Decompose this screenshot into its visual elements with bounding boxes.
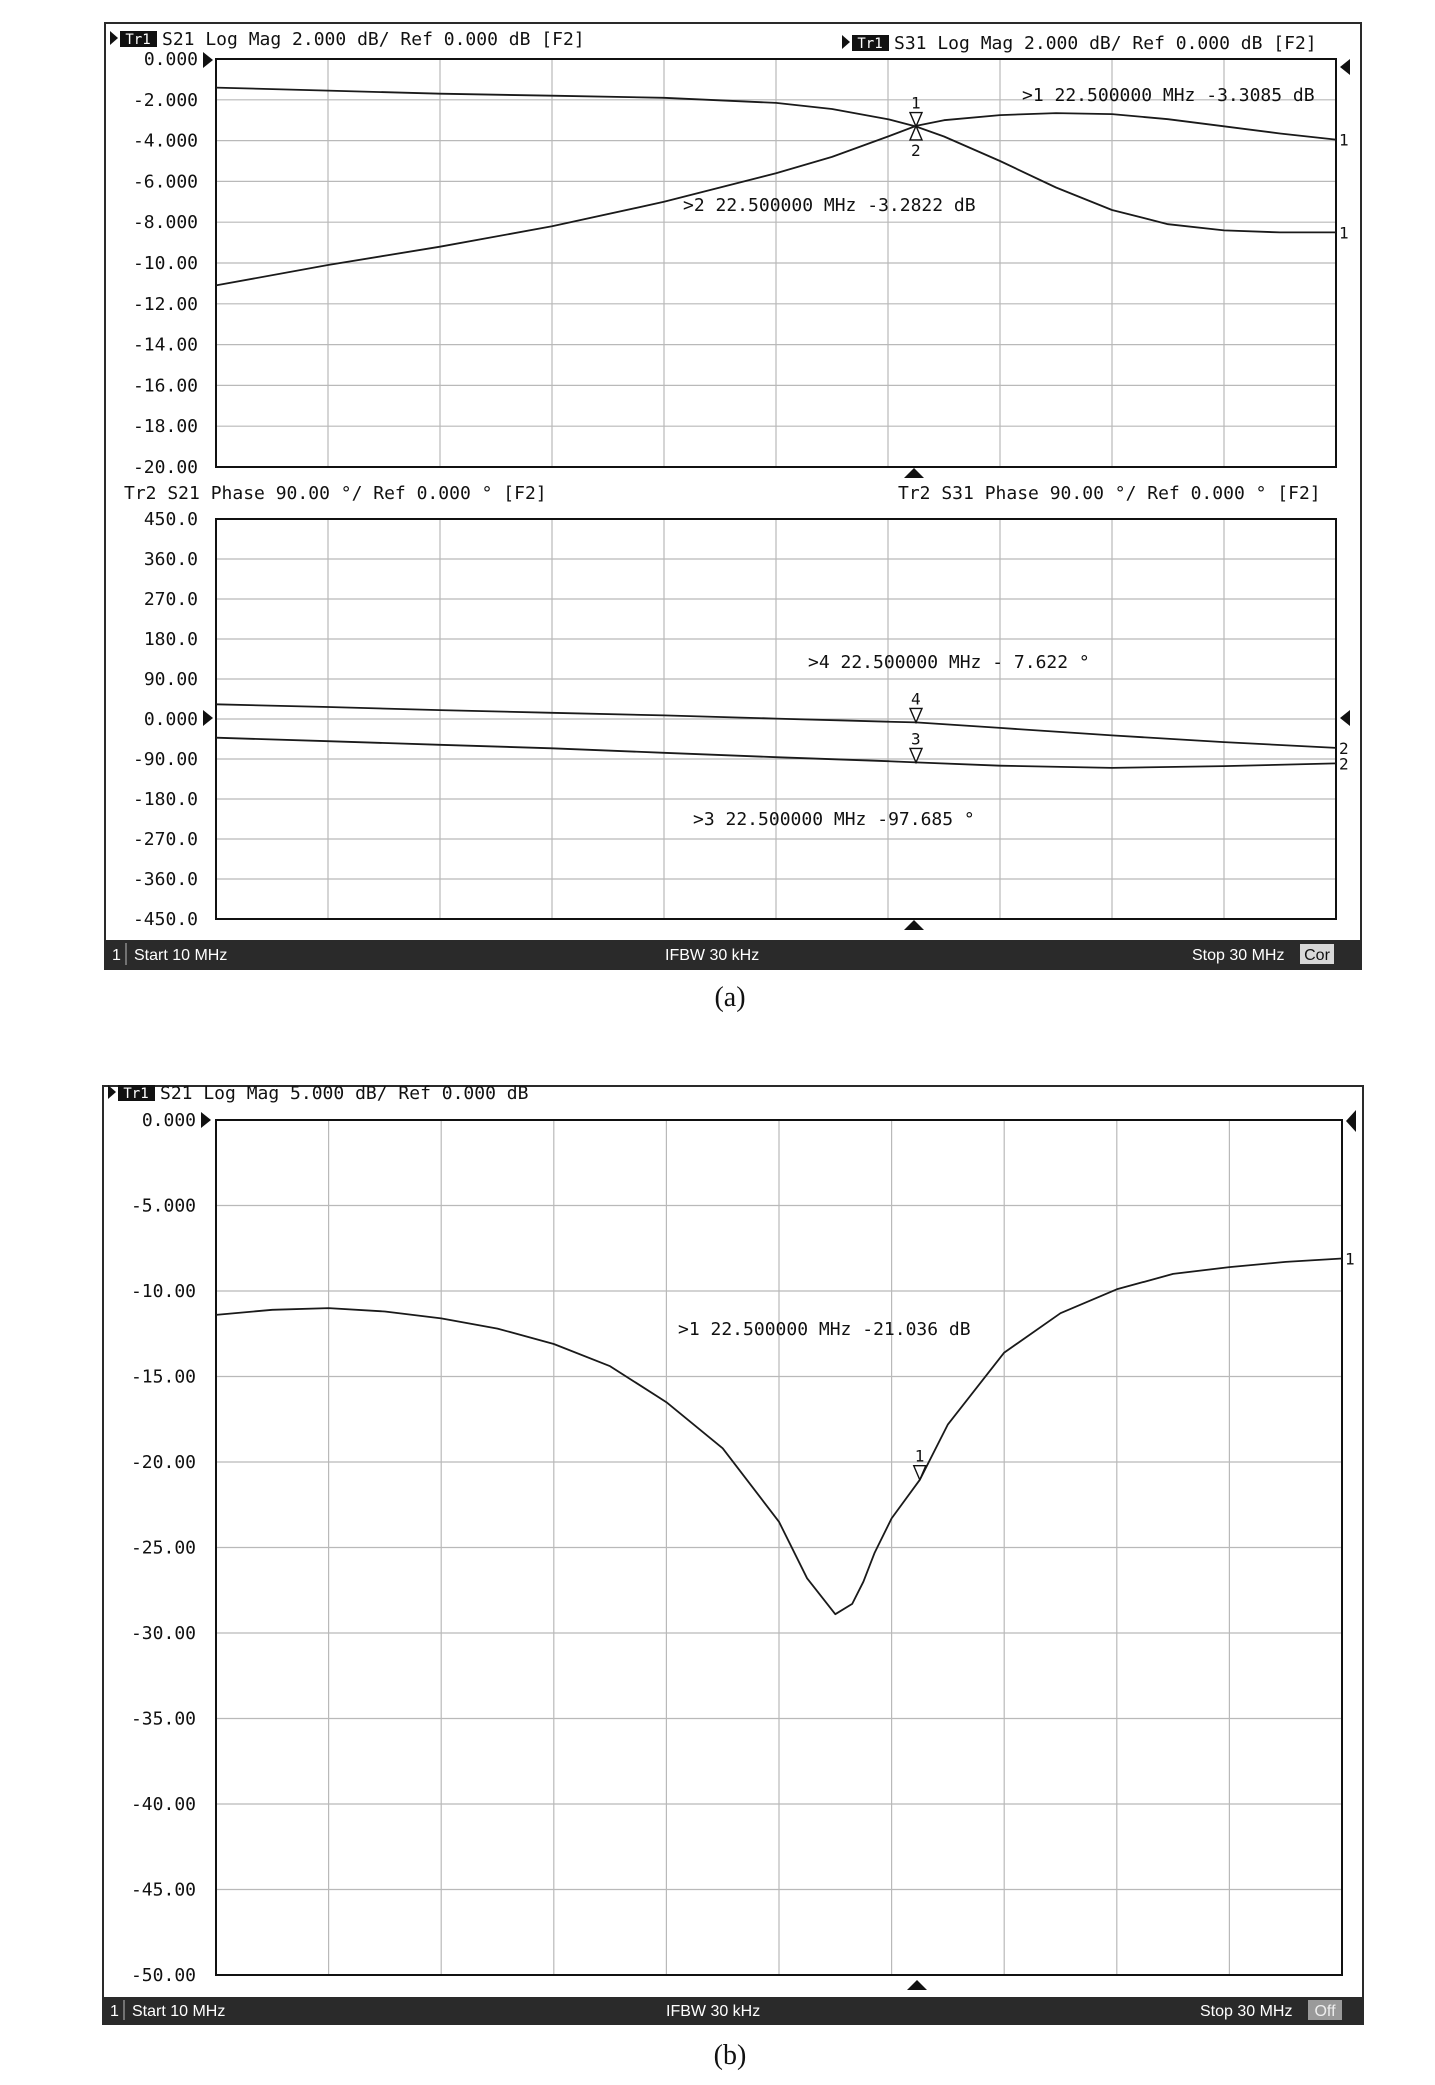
trace-header-left: S21 Log Mag 2.000 dB/ Ref 0.000 dB [F2] xyxy=(162,29,585,50)
y-tick-label: -6.000 xyxy=(132,171,198,193)
traces xyxy=(216,1250,1355,1615)
y-tick-label: -10.00 xyxy=(132,253,198,274)
y-tick-labels xyxy=(133,49,198,478)
y-tick-label: -15.00 xyxy=(130,1366,196,1388)
trace-arrow-icon xyxy=(108,1085,116,1099)
trace-header-right: Tr2 S31 Phase 90.00 °/ Ref 0.000 ° [F2] xyxy=(898,483,1321,504)
y-tick-label: 270.0 xyxy=(143,589,198,610)
reference-level-left-icon[interactable] xyxy=(203,52,213,68)
y-tick-label: -14.00 xyxy=(132,334,198,356)
active-marker-triangle-icon xyxy=(904,468,924,478)
traces xyxy=(216,88,1349,286)
trace-end-label: 2 xyxy=(1339,738,1349,758)
panel-a-mag-chart xyxy=(110,29,1350,478)
y-tick-label: -2.000 xyxy=(132,89,198,111)
marker-2-id: 2 xyxy=(911,140,921,160)
y-tick-label: 90.00 xyxy=(143,669,198,690)
panel-a-phase-chart xyxy=(124,483,1350,930)
marker-3-id: 3 xyxy=(911,729,921,749)
y-tick-label: -12.00 xyxy=(132,293,198,315)
grid xyxy=(216,1120,1342,1975)
y-tick-label: -180.0 xyxy=(132,789,198,810)
y-tick-label: -360.0 xyxy=(132,869,198,890)
trace-badge-label: Tr1 xyxy=(857,36,883,52)
y-tick-label: -40.00 xyxy=(130,1794,196,1815)
figure-caption-b: (b) xyxy=(713,2040,747,2071)
reference-level-right-icon[interactable] xyxy=(1340,710,1350,726)
figure-caption-a: (a) xyxy=(714,982,746,1013)
y-tick-label: -18.00 xyxy=(132,416,198,438)
channel-number: 1 xyxy=(110,2003,119,2020)
markers xyxy=(683,85,1315,216)
y-tick-label: 180.0 xyxy=(143,629,198,650)
y-tick-label: 0.000 xyxy=(141,1110,196,1131)
trace-arrow-icon xyxy=(110,31,118,45)
trace-end-label: 2 xyxy=(1339,754,1349,774)
y-tick-label: -16.00 xyxy=(132,375,198,397)
stop-frequency[interactable]: Stop 30 MHz xyxy=(1200,2003,1293,2020)
trace-arrow-icon xyxy=(842,35,850,49)
y-tick-label: 0.000 xyxy=(143,49,198,70)
y-tick-label: -30.00 xyxy=(130,1623,196,1644)
marker-1-id: 1 xyxy=(914,1446,925,1466)
y-tick-label: 360.0 xyxy=(143,549,198,570)
y-tick-label: -20.00 xyxy=(132,457,198,478)
y-tick-label: -50.00 xyxy=(130,1965,196,1986)
trace-header-left: S21 Log Mag 5.000 dB/ Ref 0.000 dB xyxy=(160,1083,529,1104)
active-marker-triangle-icon xyxy=(904,920,924,930)
traces xyxy=(216,704,1349,773)
trace-header-right: S31 Log Mag 2.000 dB/ Ref 0.000 dB [F2] xyxy=(894,33,1317,54)
marker-3-readout: >3 22.500000 MHz -97.685 ° xyxy=(693,809,975,830)
trace-end-label: 1 xyxy=(1345,1249,1355,1269)
trace-end-label: 1 xyxy=(1339,130,1349,150)
marker-4-readout: >4 22.500000 MHz - 7.622 ° xyxy=(808,652,1090,673)
active-marker-triangle-icon xyxy=(907,1980,927,1990)
marker-1-readout: >1 22.500000 MHz -21.036 dB xyxy=(678,1319,971,1340)
y-tick-label: -8.000 xyxy=(132,212,198,234)
trace-header-left: Tr2 S21 Phase 90.00 °/ Ref 0.000 ° [F2] xyxy=(124,483,547,504)
y-tick-label: -5.000 xyxy=(130,1195,196,1217)
trace-badge-label: Tr1 xyxy=(123,1086,149,1102)
channel-number: 1 xyxy=(112,947,121,964)
start-frequency[interactable]: Start 10 MHz xyxy=(132,2003,226,2020)
reference-level-left-icon[interactable] xyxy=(201,1112,211,1128)
y-tick-label: -10.00 xyxy=(130,1281,196,1302)
reference-level-left-icon[interactable] xyxy=(203,710,213,726)
y-tick-label: -20.00 xyxy=(130,1452,196,1473)
stop-frequency[interactable]: Stop 30 MHz xyxy=(1192,947,1285,964)
y-tick-labels xyxy=(133,509,198,930)
y-tick-label: -4.000 xyxy=(132,130,198,152)
if-bandwidth[interactable]: IFBW 30 kHz xyxy=(665,947,760,964)
y-tick-label: -270.0 xyxy=(132,829,198,850)
marker-4-id: 4 xyxy=(911,689,921,709)
grid xyxy=(216,59,1336,467)
y-tick-label: 450.0 xyxy=(143,509,198,530)
marker-4-triangle[interactable] xyxy=(910,708,922,722)
marker-1-readout: >1 22.500000 MHz -3.3085 dB xyxy=(1022,85,1315,106)
panel-b-status-bar xyxy=(104,1997,1362,2023)
reference-level-right-icon[interactable] xyxy=(1346,1110,1356,1132)
y-tick-labels xyxy=(131,1110,196,1986)
y-tick-label: -25.00 xyxy=(130,1537,196,1559)
correction-badge-label: Off xyxy=(1314,2003,1336,2020)
trace-badge-label: Tr1 xyxy=(125,32,151,48)
y-tick-label: -450.0 xyxy=(132,909,198,930)
panel-a-status-bar xyxy=(106,940,1360,968)
start-frequency[interactable]: Start 10 MHz xyxy=(134,947,228,964)
panel-b-mag-chart xyxy=(108,1083,1356,1990)
correction-badge-label: Cor xyxy=(1304,947,1330,964)
marker-3-triangle[interactable] xyxy=(910,748,922,762)
markers xyxy=(678,1319,971,1480)
if-bandwidth[interactable]: IFBW 30 kHz xyxy=(666,2003,761,2020)
y-tick-label: 0.000 xyxy=(143,709,198,730)
y-tick-label: -35.00 xyxy=(130,1708,196,1730)
trace-end-label: 1 xyxy=(1339,223,1349,243)
marker-2-readout: >2 22.500000 MHz -3.2822 dB xyxy=(683,195,976,216)
reference-level-right-icon[interactable] xyxy=(1340,59,1350,75)
y-tick-label: -45.00 xyxy=(130,1879,196,1901)
marker-1-id: 1 xyxy=(911,93,921,113)
y-tick-label: -90.00 xyxy=(132,749,198,770)
